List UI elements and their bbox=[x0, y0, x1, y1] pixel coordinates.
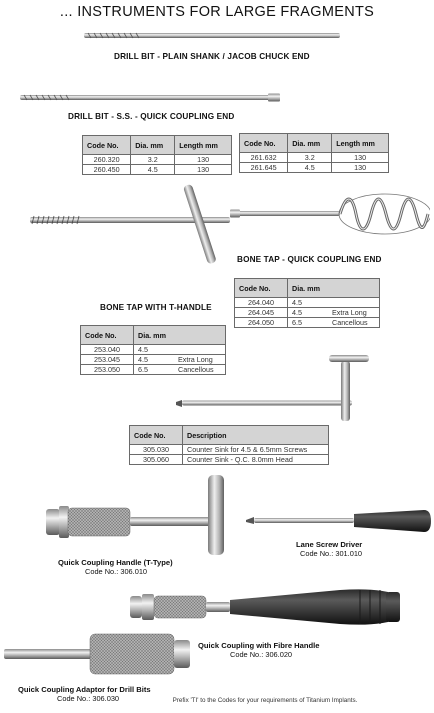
table-row: 264.040 4.5 bbox=[235, 298, 380, 308]
table-row: 261.632 3.2 130 bbox=[240, 153, 389, 163]
table-row: 253.045 4.5 Extra Long bbox=[81, 355, 226, 365]
header-dia: Dia. mm bbox=[131, 136, 175, 155]
fibre-code: Code No.: 306.020 bbox=[230, 650, 293, 659]
bone-tap-qc-caption: BONE TAP - QUICK COUPLING END bbox=[237, 255, 382, 264]
page-title: ... INSTRUMENTS FOR LARGE FRAGMENTS bbox=[59, 4, 375, 20]
header-code: Code No. bbox=[240, 134, 288, 153]
table-row: 260.320 3.2 130 bbox=[83, 155, 232, 165]
lane-name: Lane Screw Driver bbox=[296, 540, 363, 549]
table-row: 253.040 4.5 bbox=[81, 345, 226, 355]
bone-tap-t-caption: BONE TAP WITH T-HANDLE bbox=[100, 303, 212, 312]
counter-sink-image bbox=[176, 355, 376, 425]
drill-bit-plain-shank-image bbox=[84, 30, 340, 42]
tap-qc-table: Code No. Dia. mm 264.040 4.5 264.045 4.5 Extra Long 264.050 6.5 Cancellous bbox=[234, 278, 380, 328]
adaptor-name: Quick Coupling Adaptor for Drill Bits bbox=[18, 685, 151, 694]
table-row: 305.030 Counter Sink for 4.5 & 6.5mm Screws bbox=[130, 445, 329, 455]
adaptor-code: Code No.: 306.030 bbox=[57, 694, 120, 703]
fibre-name: Quick Coupling with Fibre Handle bbox=[198, 641, 320, 650]
drill-bit-quick-coupling-image bbox=[20, 92, 282, 104]
t-type-handle-name: Quick Coupling Handle (T-Type) bbox=[58, 558, 173, 567]
table-row: 253.050 6.5 Cancellous bbox=[81, 365, 226, 375]
bone-tap-quick-coupling-image bbox=[230, 192, 430, 237]
countersink-table: Code No. Description 305.030 Counter Sink for 4.5 & 6.5mm Screws 305.060 Counter Sink - Q.C. 8.0mm Head bbox=[129, 425, 329, 465]
drill-plain-caption: DRILL BIT - PLAIN SHANK / JACOB CHUCK END bbox=[114, 52, 310, 61]
adaptor-image bbox=[4, 630, 194, 680]
footer-note: Prefix 'TI' to the Codes for your requirements of Titanium Implants. bbox=[172, 697, 358, 704]
bone-tap-t-handle-image bbox=[30, 183, 230, 268]
drill-table-b bbox=[239, 133, 389, 173]
drill-table-a bbox=[82, 135, 232, 175]
t-type-handle-code: Code No.: 306.010 bbox=[85, 567, 148, 576]
table-row: 264.050 6.5 Cancellous bbox=[235, 318, 380, 328]
t-type-handle-image bbox=[46, 475, 231, 555]
table-row: 264.045 4.5 Extra Long bbox=[235, 308, 380, 318]
header-dia: Dia. mm bbox=[288, 134, 332, 153]
lane-screw-driver-image bbox=[246, 508, 431, 536]
table-row: 261.645 4.5 130 bbox=[240, 163, 389, 173]
tap-t-table: Code No. Dia. mm 253.040 4.5 253.045 4.5 Extra Long 253.050 6.5 Cancellous bbox=[80, 325, 226, 375]
lane-code: Code No.: 301.010 bbox=[300, 549, 363, 558]
fibre-handle-image bbox=[130, 586, 430, 630]
header-code: Code No. bbox=[83, 136, 131, 155]
table-row: 260.450 4.5 130 bbox=[83, 165, 232, 175]
drill-qc-caption: DRILL BIT - S.S. - QUICK COUPLING END bbox=[68, 112, 235, 121]
header-length: Length mm bbox=[175, 136, 232, 155]
header-length: Length mm bbox=[332, 134, 389, 153]
table-row: 305.060 Counter Sink - Q.C. 8.0mm Head bbox=[130, 455, 329, 465]
